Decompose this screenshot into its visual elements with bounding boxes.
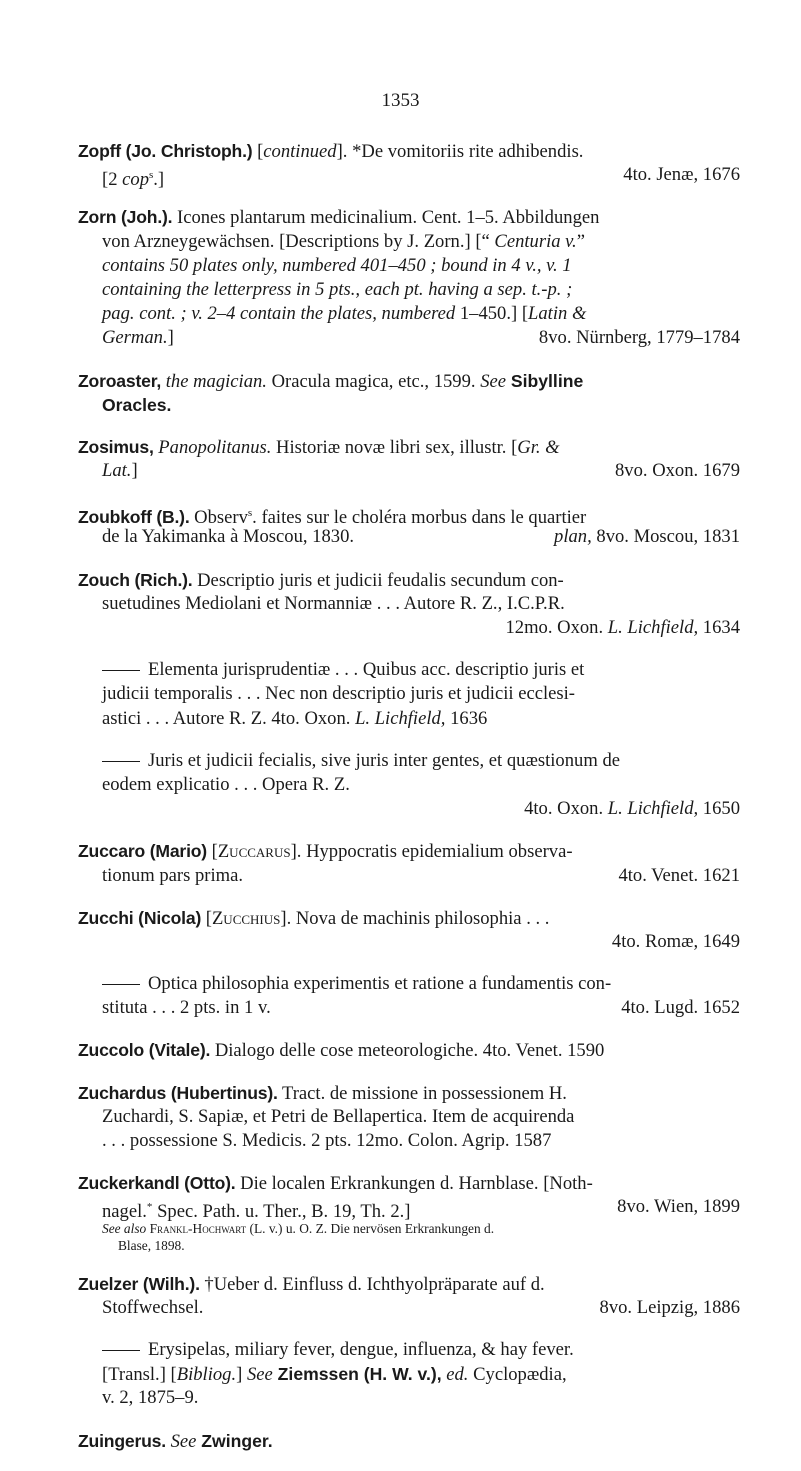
ditto-dash bbox=[102, 984, 140, 985]
entry-text: ] bbox=[236, 1364, 247, 1386]
entry-zuchardus bbox=[78, 1081, 740, 1154]
note-text: Blase, 1898. bbox=[118, 1237, 185, 1253]
imprint bbox=[554, 525, 740, 549]
entry-text: Spec. Path. u. Ther., B. 19, Th. 2.] bbox=[152, 1201, 411, 1223]
entry-text: tionum pars prima. bbox=[102, 864, 243, 886]
cross-reference: Sibylline bbox=[506, 370, 584, 391]
entry-zouch-elementa bbox=[78, 658, 740, 731]
entry-text: ]. *De vomitoriis rite adhibendis. bbox=[336, 141, 584, 162]
entry-heading: Zuelzer (Wilh.). bbox=[78, 1273, 200, 1294]
entry-zucchi-optica bbox=[78, 972, 740, 1020]
ditto-dash bbox=[102, 1350, 140, 1351]
entry-zopff bbox=[78, 139, 740, 191]
entry-text: Tract. de missione in possessionem H. bbox=[277, 1082, 567, 1104]
cross-reference: Oracles. bbox=[102, 394, 172, 415]
entry-text: [ bbox=[201, 907, 212, 929]
entry-text: stituta . . . 2 pts. in 1 v. bbox=[102, 997, 271, 1019]
ditto-dash bbox=[102, 670, 140, 671]
entry-italic: ed. bbox=[441, 1364, 469, 1386]
entry-italic: plan, bbox=[554, 526, 592, 548]
entry-heading: Zuckerkandl (Otto). bbox=[78, 1173, 236, 1194]
entry-zoroaster bbox=[78, 369, 740, 417]
entry-text: Dialogo delle cose meteorologiche. 4to. Venet. 1590 bbox=[210, 1040, 605, 1062]
entry-heading: Zopff (Jo. Christoph.) bbox=[78, 141, 253, 161]
entry-text: 1636 bbox=[445, 707, 488, 729]
entry-smallcaps: Frankl-Hochwart bbox=[146, 1220, 247, 1236]
imprint bbox=[524, 797, 740, 821]
entry-heading: Zucchi (Nicola) bbox=[78, 907, 202, 928]
superscript: * bbox=[146, 1201, 153, 1214]
entry-text: eodem explicatio . . . Opera R. Z. bbox=[102, 773, 350, 795]
entry-text: 1–450.] [ bbox=[455, 303, 529, 325]
entry-text: Historiæ novæ libri sex, illustr. [ bbox=[271, 436, 518, 458]
entry-text: Erysipelas, miliary fever, dengue, influenza, & hay fever. bbox=[148, 1338, 574, 1360]
entry-text: judicii temporalis . . . Nec non descriptio juris et judicii ecclesi- bbox=[102, 683, 575, 705]
note-text: (L. v.) u. O. Z. Die nervösen Erkrankungen d. bbox=[246, 1220, 495, 1236]
see-reference: See bbox=[480, 370, 506, 392]
entry-italic: Latin & bbox=[528, 303, 587, 325]
entry-heading: Zosimus, bbox=[78, 436, 154, 457]
entry-heading: Zouch (Rich.). bbox=[78, 569, 193, 590]
entry-smallcaps: Zuccarus bbox=[217, 841, 291, 863]
entry-text: ] bbox=[131, 460, 138, 482]
imprint: 8vo. Wien, 1899 bbox=[617, 1196, 740, 1218]
entry-text: Stoffwechsel. bbox=[102, 1296, 204, 1318]
entry-italic: L. Lichfield, bbox=[355, 707, 446, 729]
entry-text: 1650 bbox=[698, 798, 740, 820]
entry-italic: pag. cont. ; v. 2–4 contain the plates, numbered bbox=[102, 303, 456, 325]
entry-text: 1634 bbox=[698, 617, 740, 638]
entry-zuckerkandl bbox=[78, 1171, 740, 1253]
entry-text: . faites sur le choléra morbus dans le quartier bbox=[252, 507, 587, 529]
entry-heading: Zoubkoff (B.). bbox=[78, 507, 190, 528]
entry-italic: Gr. & bbox=[517, 436, 560, 458]
entry-text: de la Yakimanka à Moscou, 1830. bbox=[102, 526, 355, 548]
entry-text: Observ bbox=[189, 507, 248, 529]
entry-text: astici . . . Autore R. Z. 4to. Oxon. bbox=[102, 707, 356, 729]
entry-text: Zuchardi, S. Sapiæ, et Petri de Bellapertica. Item de acquirenda bbox=[102, 1105, 575, 1127]
ditto-dash bbox=[102, 761, 140, 762]
entry-italic: L. Lichfield, bbox=[607, 798, 699, 820]
entry-text: nagel. bbox=[102, 1201, 147, 1223]
entry-text: 12mo. Oxon. bbox=[505, 617, 608, 638]
see-reference: See bbox=[246, 1364, 273, 1386]
entry-text: . . . possessione S. Medicis. 2 pts. 12mo. Colon. Agrip. 1587 bbox=[102, 1130, 552, 1151]
entry-text: Elementa jurisprudentiæ . . . Quibus acc. descriptio juris et bbox=[148, 659, 585, 681]
superscript: s bbox=[247, 507, 253, 520]
entry-heading: Zuccaro (Mario) bbox=[78, 841, 207, 862]
entry-italic: Lat. bbox=[102, 460, 132, 482]
entry-italic: L. Lichfield, bbox=[607, 617, 699, 638]
entry-italic: Bibliog. bbox=[176, 1364, 237, 1386]
entry-text: Oracula magica, etc., 1599. bbox=[266, 370, 481, 392]
entry-text: Die localen Erkrankungen d. Harnblase. [Noth- bbox=[235, 1173, 593, 1195]
imprint: 4to. Jenæ, 1676 bbox=[623, 164, 740, 186]
see-reference: See bbox=[165, 1430, 197, 1452]
imprint: 8vo. Nürnberg, 1779–1784 bbox=[538, 327, 740, 349]
entry-text: .] bbox=[153, 169, 165, 191]
entry-zuelzer bbox=[78, 1272, 740, 1320]
page-number: 1353 bbox=[381, 90, 420, 111]
entry-text: [Transl.] [ bbox=[102, 1364, 177, 1386]
entry-text: Optica philosophia experimentis et ratione a fundamentis con- bbox=[148, 973, 612, 995]
entry-text: [2 bbox=[102, 169, 123, 191]
see-also-reference: See also bbox=[102, 1220, 147, 1236]
entry-italic: the magician. bbox=[161, 370, 267, 392]
entry-heading: Zuingerus. bbox=[78, 1430, 166, 1451]
entry-zouch-juris bbox=[78, 749, 740, 822]
entry-zoubkoff bbox=[78, 501, 740, 549]
entry-text: 4to. Oxon. bbox=[524, 798, 608, 820]
entry-text: Cyclopædia, bbox=[468, 1364, 567, 1386]
entry-zuccaro bbox=[78, 839, 740, 887]
entry-heading: Zoroaster, bbox=[78, 370, 162, 391]
entry-text: [ bbox=[252, 141, 264, 162]
entry-heading: Zuccolo (Vitale). bbox=[78, 1040, 211, 1061]
entry-italic: Panopolitanus. bbox=[153, 436, 272, 458]
entry-text: v. 2, 1875–9. bbox=[102, 1387, 199, 1409]
cross-reference: Zwinger. bbox=[196, 1430, 273, 1451]
entry-text: †Ueber d. Einfluss d. Ichthyolpräparate auf d. bbox=[199, 1273, 545, 1295]
imprint: 4to. Lugd. 1652 bbox=[621, 997, 740, 1019]
superscript: s bbox=[149, 169, 154, 182]
entry-text: Descriptio juris et judicii feudalis secundum con- bbox=[192, 569, 564, 591]
entry-text: ]. Hyppocratis epidemialium observa- bbox=[290, 841, 573, 863]
entry-zouch bbox=[78, 568, 740, 641]
entry-zuelzer-erysipelas bbox=[78, 1338, 740, 1411]
entry-italic: cop bbox=[122, 169, 149, 191]
entry-heading: Zuchardus (Hubertinus). bbox=[78, 1082, 278, 1103]
entry-zuccolo bbox=[78, 1038, 740, 1062]
entry-text: ] bbox=[167, 327, 174, 349]
entry-list bbox=[78, 139, 740, 1471]
entry-text: suetudines Mediolani et Normanniæ . . . Autore R. Z., I.C.P.R. bbox=[102, 592, 565, 614]
entry-text: ” bbox=[576, 230, 585, 252]
entry-zorn bbox=[78, 205, 740, 350]
entry-italic: contains 50 plates only, numbered 401–450 ; bound in 4 v., v. 1 bbox=[102, 254, 572, 276]
entry-text: Icones plantarum medicinalium. Cent. 1–5. Abbildungen bbox=[172, 207, 600, 229]
entry-text: ]. Nova de machinis philosophia . . . bbox=[280, 907, 550, 929]
imprint bbox=[506, 616, 741, 640]
entry-text: Juris et judicii fecialis, sive juris inter gentes, et quæstionum de bbox=[148, 749, 620, 771]
imprint: 4to. Venet. 1621 bbox=[618, 864, 740, 886]
entry-text: 8vo. Moscou, 1831 bbox=[591, 526, 740, 548]
entry-zosimus bbox=[78, 435, 740, 483]
imprint: 8vo. Oxon. 1679 bbox=[615, 460, 740, 482]
imprint: 8vo. Leipzig, 1886 bbox=[599, 1296, 740, 1318]
entry-smallcaps: Zucchius bbox=[211, 907, 281, 929]
cross-reference: Ziemssen (H. W. v.), bbox=[272, 1364, 442, 1385]
entry-zucchi bbox=[78, 906, 740, 954]
entry-text: [ bbox=[206, 841, 218, 863]
entry-heading: Zorn (Joh.). bbox=[78, 207, 173, 228]
entry-italic: containing the letterpress in 5 pts., each pt. having a sep. t.-p. ; bbox=[102, 278, 573, 300]
entry-italic: German. bbox=[102, 327, 168, 349]
entry-text: von Arzneygewächsen. [Descriptions by J. Zorn.] [“ bbox=[102, 230, 495, 252]
entry-zuingerus bbox=[78, 1429, 740, 1453]
imprint: 4to. Romæ, 1649 bbox=[611, 930, 740, 952]
entry-italic: Centuria v. bbox=[494, 230, 577, 252]
entry-italic: continued bbox=[263, 141, 337, 162]
